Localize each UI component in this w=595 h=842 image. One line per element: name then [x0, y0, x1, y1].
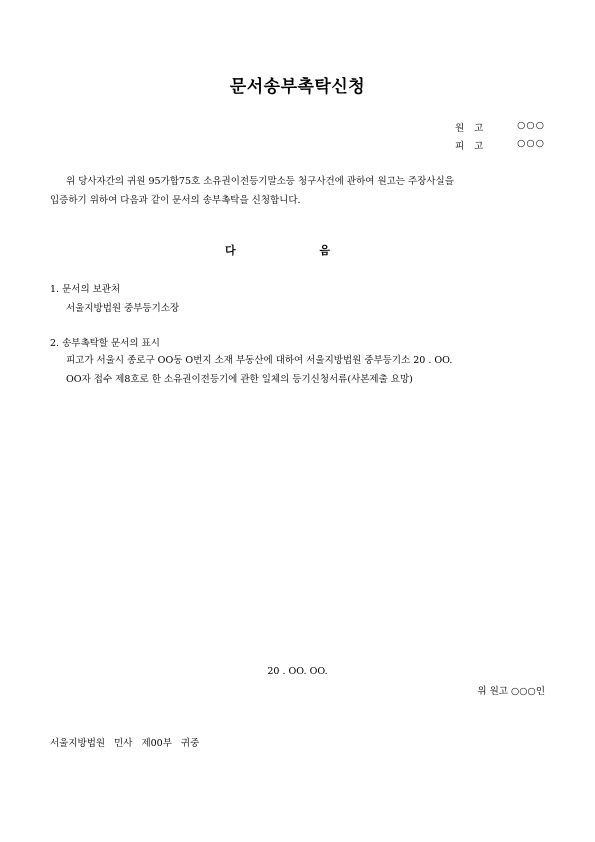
section-1-title: 1. 문서의 보관처	[50, 284, 121, 295]
plaintiff-label: 원고	[455, 123, 494, 134]
intro-paragraph	[50, 172, 545, 210]
signature-line: 위 원고 ○○○인	[477, 686, 545, 697]
plaintiff-name: ○○○	[517, 120, 545, 131]
intro-line-1: 위 당사자간의 귀원 95가합75호 소유권이전등기말소등 청구사건에 관하여 원고는 주장사실을	[66, 176, 454, 187]
document-title: 문서송부촉탁신청	[229, 77, 366, 97]
defendant-name: ○○○	[517, 138, 545, 149]
section-2-line-2: OO자 접수 제8호로 한 소유권이전등기에 관한 일체의 등기신청서류(사본제출 요망)	[66, 374, 413, 385]
defendant-row	[455, 138, 545, 152]
section-2-title: 2. 송부촉탁할 문서의 표시	[50, 338, 160, 349]
intro-line-2: 입증하기 위하여 다음과 같이 문서의 송부촉탁을 신청합니다.	[50, 195, 301, 206]
defendant-label: 피고	[455, 141, 494, 152]
court-addressee: 서울지방법원 민사 제00부 귀중	[50, 738, 200, 749]
document-date: 20 . OO. OO.	[267, 666, 328, 677]
section-1-body: 서울지방법원 중부등기소장	[66, 303, 180, 314]
section-heading: 다 음	[224, 244, 371, 257]
section-2-line-1: 피고가 서울시 종로구 OO동 O번지 소재 부동산에 대하여 서울지방법원 중부등기소 20 . OO.	[66, 355, 453, 366]
plaintiff-row	[455, 120, 545, 134]
section-2-body	[66, 351, 546, 389]
